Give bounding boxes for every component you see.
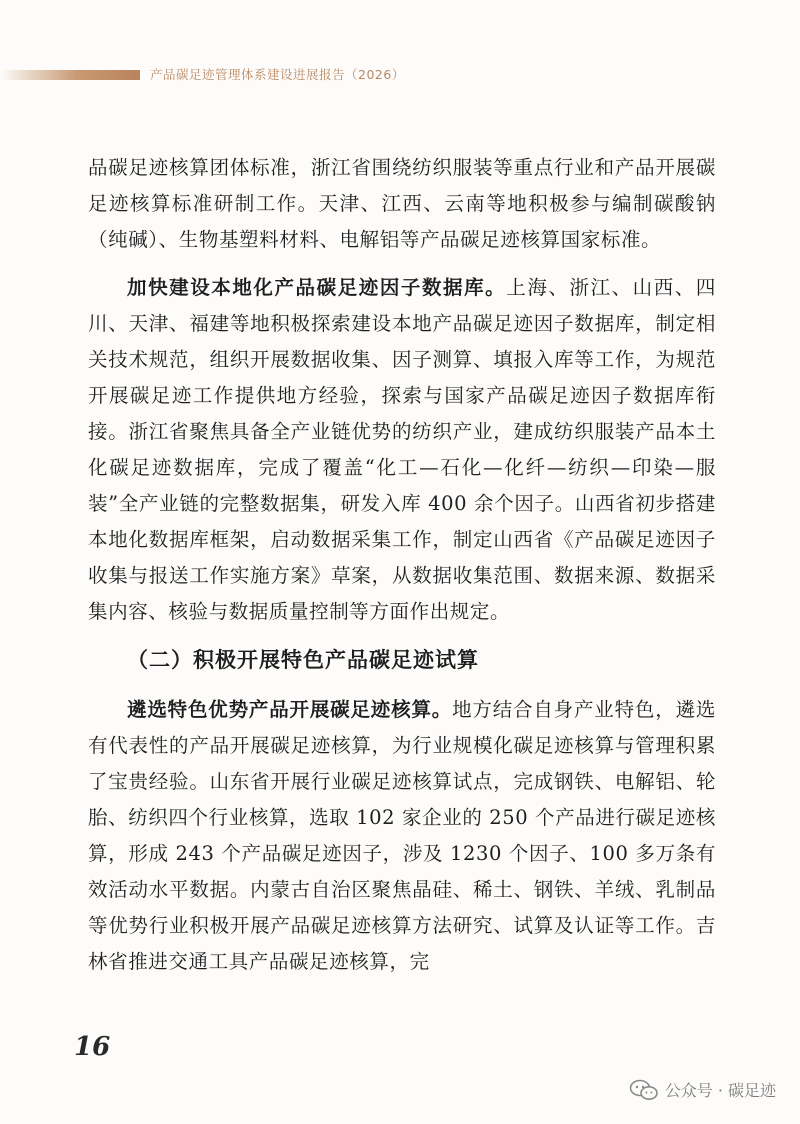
- header-decor-bar: [0, 70, 140, 80]
- paragraph-body-text: 地方结合自身产业特色，遴选有代表性的产品开展碳足迹核算，为行业规模化碳足迹核算与管理积累了宝贵经验。山东省开展行业碳足迹核算试点，完成钢铁、电解铝、轮胎、纺织四个行业核算，选取 102 家企业的 250 个产品进行碳足迹核算，形成 243 个产品碳足迹因子，涉及 1230 个因子、100 多万条有效活动水平数据。内蒙古自治区聚焦晶硅、稀土、钢铁、羊绒、乳制品等优势行业积极开展产品碳足迹核算方法研究、试算及认证等工作。吉林省推进交通工具产品碳足迹核算，完: [88, 698, 716, 973]
- watermark-text: 公众号 · 碳足迹: [664, 1081, 776, 1100]
- page-number: 16: [74, 1032, 111, 1062]
- paragraph-lead-heading: 遴选特色优势产品开展碳足迹核算。: [127, 698, 453, 721]
- section-heading: （二）积极开展特色产品碳足迹试算: [127, 647, 479, 672]
- paragraph-body-text: 上海、浙江、山西、四川、天津、福建等地积极探索建设本地产品碳足迹因子数据库，制定相关技术规范，组织开展数据收集、因子测算、填报入库等工作，为规范开展碳足迹工作提供地方经验，探索与国家产品碳足迹因子数据库衔接。浙江省聚焦具备全产业链优势的纺织产业，建成纺织服装产品本土化碳足迹数据库，完成了覆盖“化工—石化—化纤—纺织—印染—服装”全产业链的完整数据集，研发入库 400 余个因子。山西省初步搭建本地化数据库框架，启动数据采集工作，制定山西省《产品碳足迹因子收集与报送工作实施方案》草案，从数据收集范围、数据来源、数据采集内容、核验与数据质量控制等方面作出规定。: [88, 276, 716, 623]
- paragraph-lead-heading: 加快建设本地化产品碳足迹因子数据库。: [127, 276, 507, 299]
- wechat-watermark: [629, 1078, 776, 1101]
- running-header-title: 产品碳足迹管理体系建设进展报告（2026）: [150, 67, 405, 82]
- page-body: [88, 150, 716, 992]
- paragraph-local-database: [88, 270, 716, 630]
- wechat-logo-icon: [629, 1079, 659, 1101]
- paragraph-feature-products: [88, 692, 716, 980]
- paragraph-continuation: 品碳足迹核算团体标准，浙江省围绕纺织服装等重点行业和产品开展碳足迹核算标准研制工作。天津、江西、云南等地积极参与编制碳酸钠（纯碱）、生物基塑料材料、电解铝等产品碳足迹核算国家标准。: [88, 156, 716, 251]
